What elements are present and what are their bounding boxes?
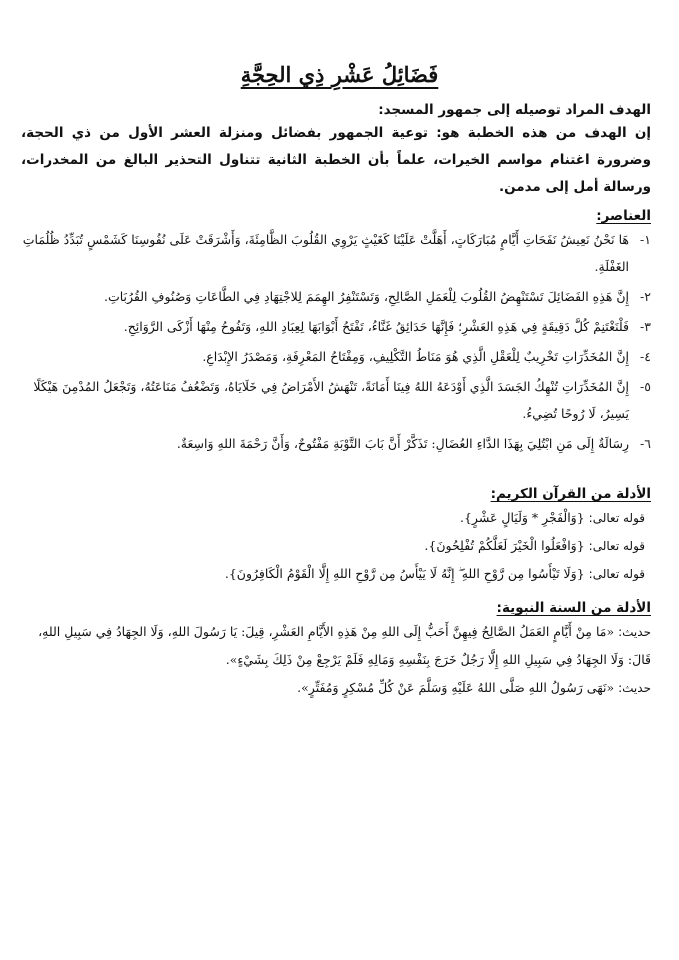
list-item xyxy=(21,226,651,280)
list-item xyxy=(21,373,651,427)
hadith-text: «نَهَى رَسُولُ اللهِ صَلَّى اللهُ عَلَيْهِ وَسَلَّمَ عَنْ كُلِّ مُسْكِرٍ وَمُفَتِّرٍ». xyxy=(297,680,615,695)
list-item xyxy=(21,430,651,457)
item-number: ٦- xyxy=(640,436,651,451)
item-number: ٢- xyxy=(640,289,651,304)
item-text: فَلْنَغْتَنِمْ كُلَّ دَقِيقَةٍ فِي هَذِهِ العَشْرِ؛ فَإِنَّهَا حَدَائِقُ غَنَّاءُ، تَفْتَحُ أَبْوَابَهَا لِعِبَادِ اللهِ، وَتَفُوحُ مِنْهَا أَزْكَى الرَّوَائِحِ. xyxy=(123,319,629,334)
goal-heading: الهدف المراد توصيله إلى جمهور المسجد: xyxy=(378,102,651,118)
quote-label: قوله تعالى: xyxy=(588,511,645,525)
elements-heading: العناصر: xyxy=(596,208,651,224)
item-number: ٣- xyxy=(640,319,651,334)
goal-section xyxy=(21,100,651,201)
verse-text: {وَالْفَجْرِ * وَلَيَالٍ عَشْرٍ}. xyxy=(460,510,585,525)
quran-heading: الأدلة من القرآن الكريم: xyxy=(490,486,651,502)
hadith-text: «مَا مِنْ أَيَّامٍ العَمَلُ الصَّالِحُ فِيهِنَّ أَحَبُّ إِلَى اللهِ مِنْ هَذِهِ الأَيَّامِ العَشْرِ، قِيلَ: يَا رَسُولَ اللهِ، وَلَا الجِهَادُ فِي سَبِيلِ اللهِ، قَالَ: وَلَا الجِهَادُ فِي سَبِيلِ اللهِ إِلَّا رَجُلٌ خَرَجَ بِنَفْسِهِ وَمَالِهِ فَلَمْ يَرْجِعْ مِنْ ذَلِكَ بِشَيْءٍ». xyxy=(38,624,651,667)
sunnah-heading: الأدلة من السنة النبوية: xyxy=(496,600,651,616)
quote-label: قوله تعالى: xyxy=(588,567,645,581)
list-item xyxy=(21,343,651,370)
item-text: إِنَّ هَذِهِ الفَضَائِلَ تَسْتَنْهِضُ القُلُوبَ لِلْعَمَلِ الصَّالِحِ، وَتَسْتَنْفِرُ الهِمَمَ لِلاجْتِهَادِ فِي الطَّاعَاتِ وَصُنُوفِ القُرُبَاتِ. xyxy=(104,289,629,304)
list-item xyxy=(21,532,651,560)
list-item xyxy=(21,560,651,588)
item-text: إِنَّ المُخَدِّرَاتِ تُنْهِكُ الجَسَدَ الَّذِي أَوْدَعَهُ اللهُ فِينَا أَمَانَةً، تَنْهَشُ الأَمْرَاضُ فِي خَلَايَاهُ، وَتَضْعُفُ مَنَاعَتُهُ، وَتَجْعَلُ المُدْمِنَ هَيْكَلًا يَسِيرُ، لَا رُوحًا تُضِيءُ. xyxy=(33,379,629,421)
quote-label: حديث: xyxy=(618,681,651,695)
list-item xyxy=(21,313,651,340)
elements-list xyxy=(21,226,651,457)
verse-text: {وَلَا تَيْأَسُوا مِن رَّوْحِ اللهِ ۖ إِنَّهُ لَا يَيْأَسُ مِن رَّوْحِ اللهِ إِلَّا الْقَوْمُ الْكَافِرُونَ}. xyxy=(224,566,585,581)
quote-label: حديث: xyxy=(618,625,651,639)
sunnah-section xyxy=(21,598,651,702)
elements-section xyxy=(21,206,651,460)
list-item xyxy=(21,618,651,674)
list-item xyxy=(21,674,651,702)
page-title: فَضَائِلُ عَشْرِ ذِي الحِجَّةِ xyxy=(240,62,439,87)
list-item xyxy=(21,283,651,310)
quran-list xyxy=(21,504,651,588)
item-number: ٤- xyxy=(640,349,651,364)
list-item xyxy=(21,504,651,532)
item-text: هَا نَحْنُ نَعِيشُ نَفَحَاتِ أَيَّامٍ مُبَارَكَاتٍ، أَهَلَّتْ عَلَيْنَا كَغَيْثٍ يَرْوِي القُلُوبَ الظَّامِئَةَ، وَأَشْرَقَتْ عَلَى نُفُوسِنَا كَشَمْسٍ تُبَدِّدُ ظُلُمَاتِ الغَفْلَةِ. xyxy=(22,232,629,274)
quran-section xyxy=(21,484,651,588)
item-text: رِسَالَةٌ إِلَى مَنِ ابْتُلِيَ بِهَذَا الدَّاءِ العُضَالِ: تَذَكَّرْ أَنَّ بَابَ التَّوْبَةِ مَفْتُوحٌ، وَأَنَّ رَحْمَةَ اللهِ وَاسِعَةٌ. xyxy=(176,436,629,451)
goal-text: إن الهدف من هذه الخطبة هو: توعية الجمهور بفضائل ومنزلة العشر الأول من ذي الحجة، وضرورة اغتنام مواسم الخيرات، علماً بأن الخطبة الثانية تتناول التحذير البالغ من المخدرات، ورسالة أمل إلى مدمن. xyxy=(21,125,651,195)
item-text: إِنَّ المُخَدِّرَاتِ تَخْرِيبٌ لِلْعَقْلِ الَّذِي هُوَ مَنَاطُ التَّكْلِيفِ، وَمِفْتَاحُ المَعْرِفَةِ، وَمَصْدَرُ الإِبْدَاعِ. xyxy=(202,349,629,364)
item-number: ٥- xyxy=(640,379,651,394)
verse-text: {وَافْعَلُوا الْخَيْرَ لَعَلَّكُمْ تُفْلِحُونَ}. xyxy=(424,538,585,553)
item-number: ١- xyxy=(640,232,651,247)
quote-label: قوله تعالى: xyxy=(588,539,645,553)
